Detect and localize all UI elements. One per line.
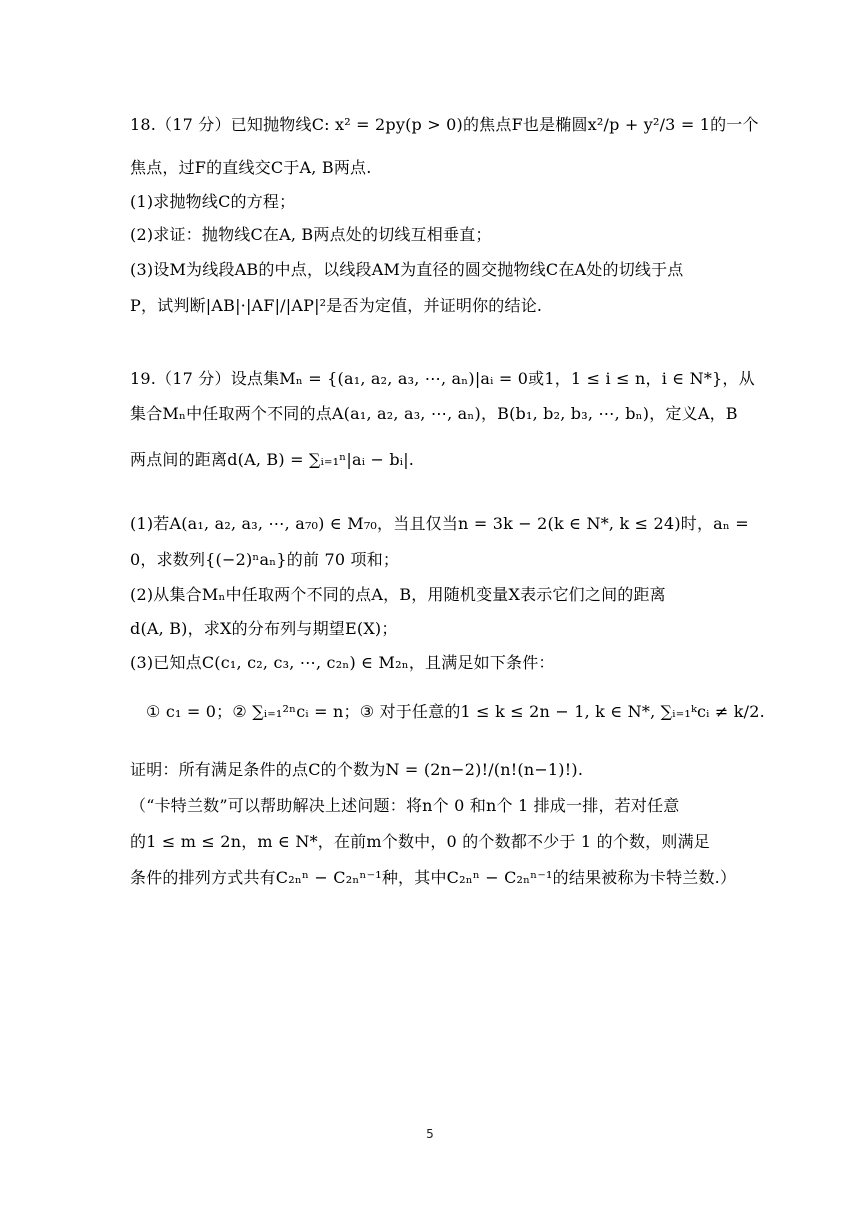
q19-part-1-line-1: (1)若A(a₁, a₂, a₃, ⋯, a₇₀) ∈ M₇₀，当且仅当n = 3k − 2(k ∈ N*, k ≤ 24)时，aₙ = (130, 514, 749, 533)
q19-stem-line-3: 两点间的距离d(A, B) = ∑ᵢ₌₁ⁿ|aᵢ − bᵢ|. (130, 450, 415, 469)
q19-stem-line-1: 19.（17 分）设点集Mₙ = {(a₁, a₂, a₃, ⋯, aₙ)|aᵢ = 0或1，1 ≤ i ≤ n，i ∈ N*}，从 (130, 369, 755, 388)
q19-part-3-line-1: (3)已知点C(c₁, c₂, c₃, ⋯, c₂ₙ) ∈ M₂ₙ，且满足如下条件： (130, 653, 555, 672)
q18-stem-line-1: 18.（17 分）已知抛物线C: x² = 2py(p > 0)的焦点F也是椭圆x²/p + y²/3 = 1的一个 (130, 115, 759, 134)
q19-part-1-line-2: 0，求数列{(−2)ⁿaₙ}的前 70 项和； (130, 550, 400, 569)
q19-part-3-conditions: ① c₁ = 0；② ∑ᵢ₌₁²ⁿcᵢ = n；③ 对于任意的1 ≤ k ≤ 2n − 1, k ∈ N*, ∑ᵢ₌₁ᵏcᵢ ≠ k/2. (146, 702, 765, 721)
q19-part-2-line-2: d(A, B)，求X的分布列与期望E(X)； (130, 619, 398, 638)
q19-stem-line-2: 集合Mₙ中任取两个不同的点A(a₁, a₂, a₃, ⋯, aₙ)，B(b₁, b₂, b₃, ⋯, bₙ)，定义A，B (130, 404, 738, 423)
q19-proof-statement: 证明：所有满足条件的点C的个数为N = (2n−2)!/(n!(n−1)!). (130, 760, 584, 779)
page-number: 5 (426, 1127, 434, 1141)
q19-hint-line-1: （“卡特兰数”可以帮助解决上述问题：将n个 0 和n个 1 排成一排，若对任意 (130, 796, 680, 815)
q19-hint-line-2: 的1 ≤ m ≤ 2n，m ∈ N*，在前m个数中，0 的个数都不少于 1 的个数，则满足 (130, 832, 710, 851)
q19-part-2-line-1: (2)从集合Mₙ中任取两个不同的点A，B，用随机变量X表示它们之间的距离 (130, 585, 666, 604)
q18-part-2: (2)求证：抛物线C在A, B两点处的切线互相垂直； (130, 225, 492, 244)
q18-part-1: (1)求抛物线C的方程； (130, 192, 296, 211)
q18-stem-line-2: 焦点，过F的直线交C于A, B两点. (130, 158, 372, 177)
q19-hint-line-3: 条件的排列方式共有C₂ₙⁿ − C₂ₙⁿ⁻¹种，其中C₂ₙⁿ − C₂ₙⁿ⁻¹的结果被称为卡特兰数.） (130, 868, 737, 887)
q18-part-3-line-1: (3)设M为线段AB的中点，以线段AM为直径的圆交抛物线C在A处的切线于点 (130, 260, 684, 279)
q18-part-3-line-2: P，试判断|AB|·|AF|/|AP|²是否为定值，并证明你的结论. (130, 296, 543, 315)
